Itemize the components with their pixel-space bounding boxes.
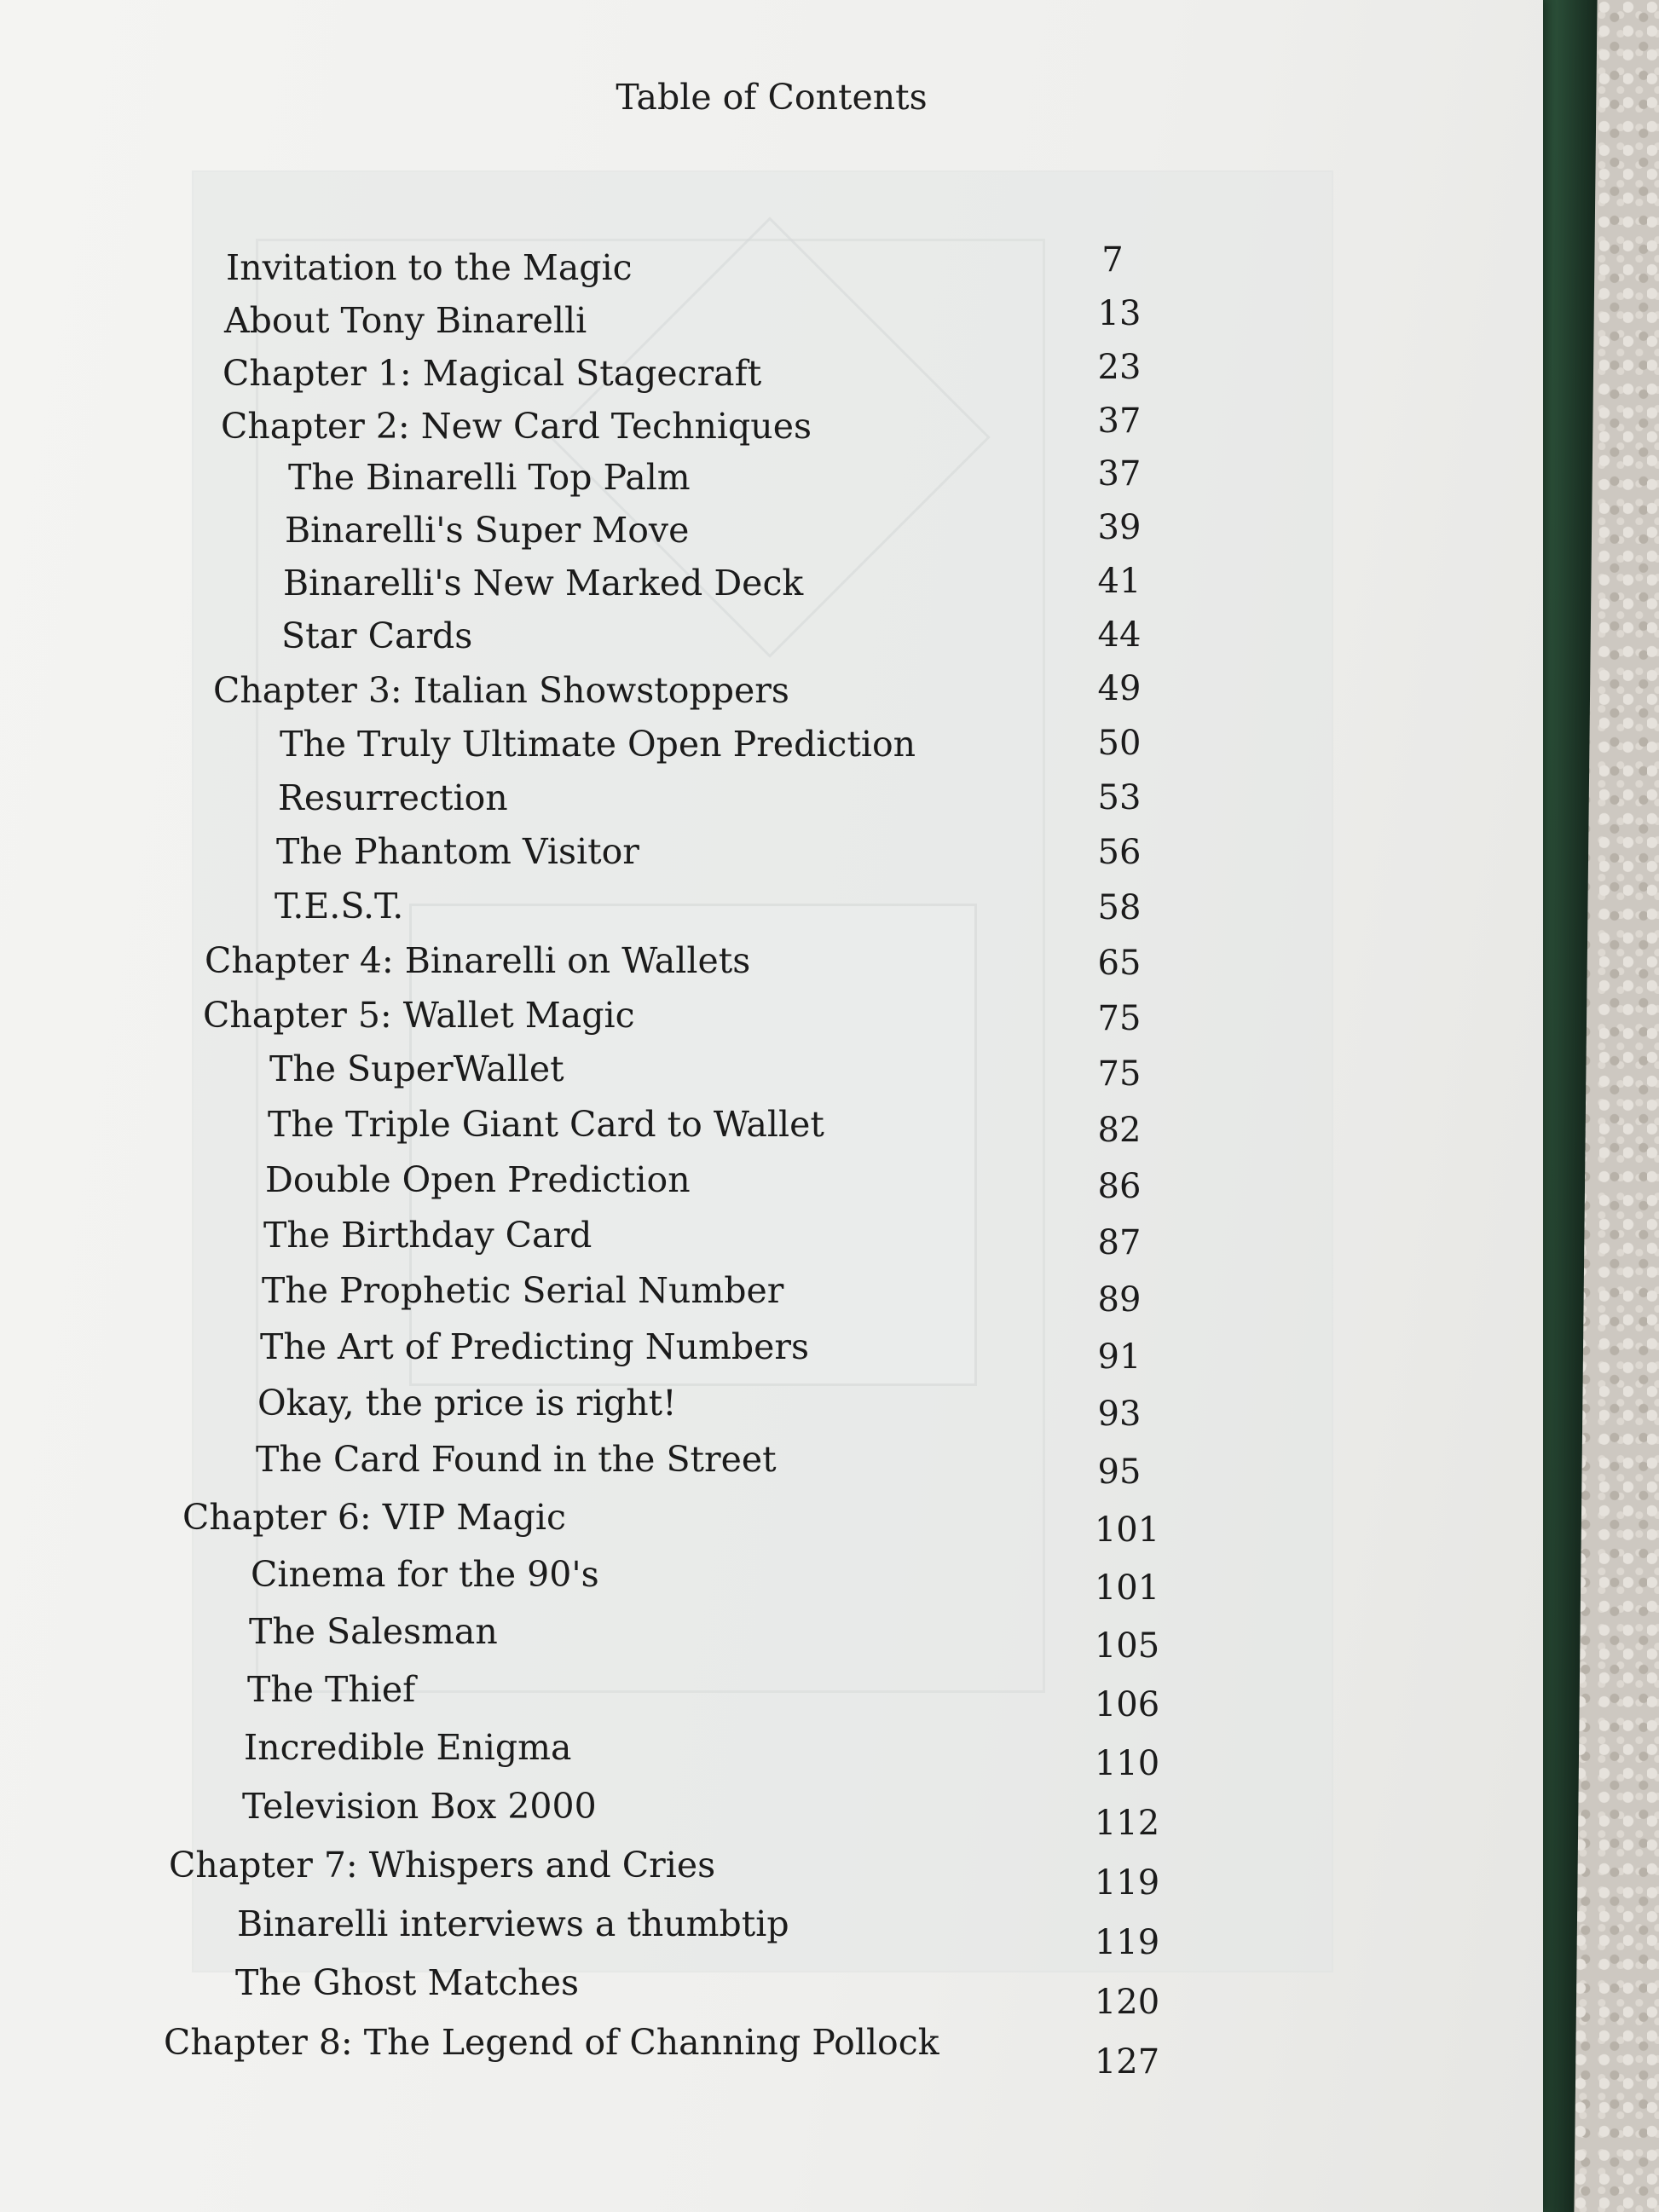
toc-page-number: 106 (1094, 1685, 1160, 1724)
toc-page-number: 49 (1097, 669, 1142, 708)
toc-page-number: 37 (1097, 401, 1142, 441)
toc-section-title: Okay, the price is right! (257, 1383, 677, 1424)
toc-section-title: The Truly Ultimate Open Prediction (280, 724, 916, 765)
toc-section-title: The Salesman (249, 1611, 498, 1652)
toc-section-title: The Ghost Matches (235, 1962, 580, 2003)
toc-page-number: 95 (1097, 1453, 1142, 1492)
toc-chapter-title: Chapter 4: Binarelli on Wallets (205, 940, 751, 981)
toc-page-number: 82 (1097, 1111, 1142, 1150)
toc-section-title: Resurrection (278, 777, 508, 818)
toc-section-title: Binarelli interviews a thumbtip (237, 1903, 789, 1944)
toc-page-number: 87 (1097, 1223, 1142, 1262)
toc-chapter-title: Chapter 7: Whispers and Cries (169, 1845, 716, 1886)
toc-chapter-title: Invitation to the Magic (226, 247, 633, 288)
toc-section-title: The SuperWallet (269, 1048, 564, 1089)
toc-page-number: 75 (1097, 999, 1142, 1038)
toc-section-title: Binarelli's Super Move (285, 510, 690, 551)
toc-chapter-title: Chapter 3: Italian Showstoppers (213, 670, 789, 711)
toc-page-number: 86 (1097, 1167, 1142, 1206)
toc-page-number: 56 (1097, 833, 1142, 872)
toc-page-number: 127 (1094, 2042, 1160, 2082)
toc-page-number: 53 (1097, 778, 1142, 817)
toc-section-title: Star Cards (281, 615, 473, 656)
toc-page-number: 41 (1097, 562, 1142, 601)
toc-section-title: Double Open Prediction (265, 1159, 691, 1200)
toc-section-title: The Triple Giant Card to Wallet (268, 1104, 824, 1145)
toc-chapter-title: Chapter 5: Wallet Magic (203, 995, 635, 1036)
toc-chapter-title: Chapter 8: The Legend of Channing Pollock (164, 2022, 939, 2063)
toc-page-number: 50 (1097, 724, 1142, 763)
toc-section-title: Binarelli's New Marked Deck (283, 563, 804, 604)
toc-page-number: 65 (1097, 944, 1142, 983)
toc-section-title: The Thief (247, 1669, 416, 1710)
toc-section-title: The Prophetic Serial Number (262, 1270, 784, 1311)
toc-page-number: 112 (1094, 1804, 1160, 1843)
toc-page-number: 91 (1097, 1337, 1142, 1377)
toc-page-number: 105 (1094, 1626, 1160, 1666)
toc-page-number: 119 (1094, 1863, 1160, 1903)
toc-page-number: 58 (1097, 888, 1142, 927)
toc-section-title: The Phantom Visitor (276, 831, 639, 872)
toc-page-number: 23 (1097, 348, 1142, 387)
toc-page-number: 119 (1094, 1923, 1160, 1962)
toc-page-number: 37 (1097, 454, 1142, 494)
toc-page-number: 93 (1097, 1395, 1142, 1434)
toc-page-number: 89 (1097, 1280, 1142, 1320)
toc-chapter-title: Chapter 1: Magical Stagecraft (223, 353, 762, 394)
toc-page-number: 13 (1097, 294, 1142, 333)
toc-section-title: The Card Found in the Street (256, 1439, 777, 1480)
toc-page-number: 44 (1097, 615, 1142, 655)
toc-page-number: 75 (1097, 1054, 1142, 1094)
toc-section-title: The Binarelli Top Palm (288, 457, 691, 498)
toc-page-number: 39 (1097, 508, 1142, 547)
toc-page-number: 110 (1094, 1744, 1160, 1783)
toc-page-number: 120 (1094, 1983, 1160, 2022)
toc-page-number: 101 (1094, 1510, 1160, 1550)
toc-section-title: The Art of Predicting Numbers (260, 1326, 810, 1367)
toc-chapter-title: About Tony Binarelli (224, 300, 587, 341)
toc-page-number: 7 (1101, 240, 1124, 280)
toc-section-title: Cinema for the 90's (251, 1554, 599, 1595)
page-title: Table of Contents (616, 77, 928, 118)
toc-section-title: Incredible Enigma (244, 1727, 572, 1768)
toc-chapter-title: Chapter 6: VIP Magic (182, 1497, 566, 1538)
toc-section-title: T.E.S.T. (275, 886, 404, 927)
toc-page-number: 101 (1094, 1568, 1160, 1608)
toc-section-title: Television Box 2000 (242, 1786, 597, 1827)
toc-chapter-title: Chapter 2: New Card Techniques (221, 406, 812, 447)
toc-section-title: The Birthday Card (263, 1215, 592, 1256)
